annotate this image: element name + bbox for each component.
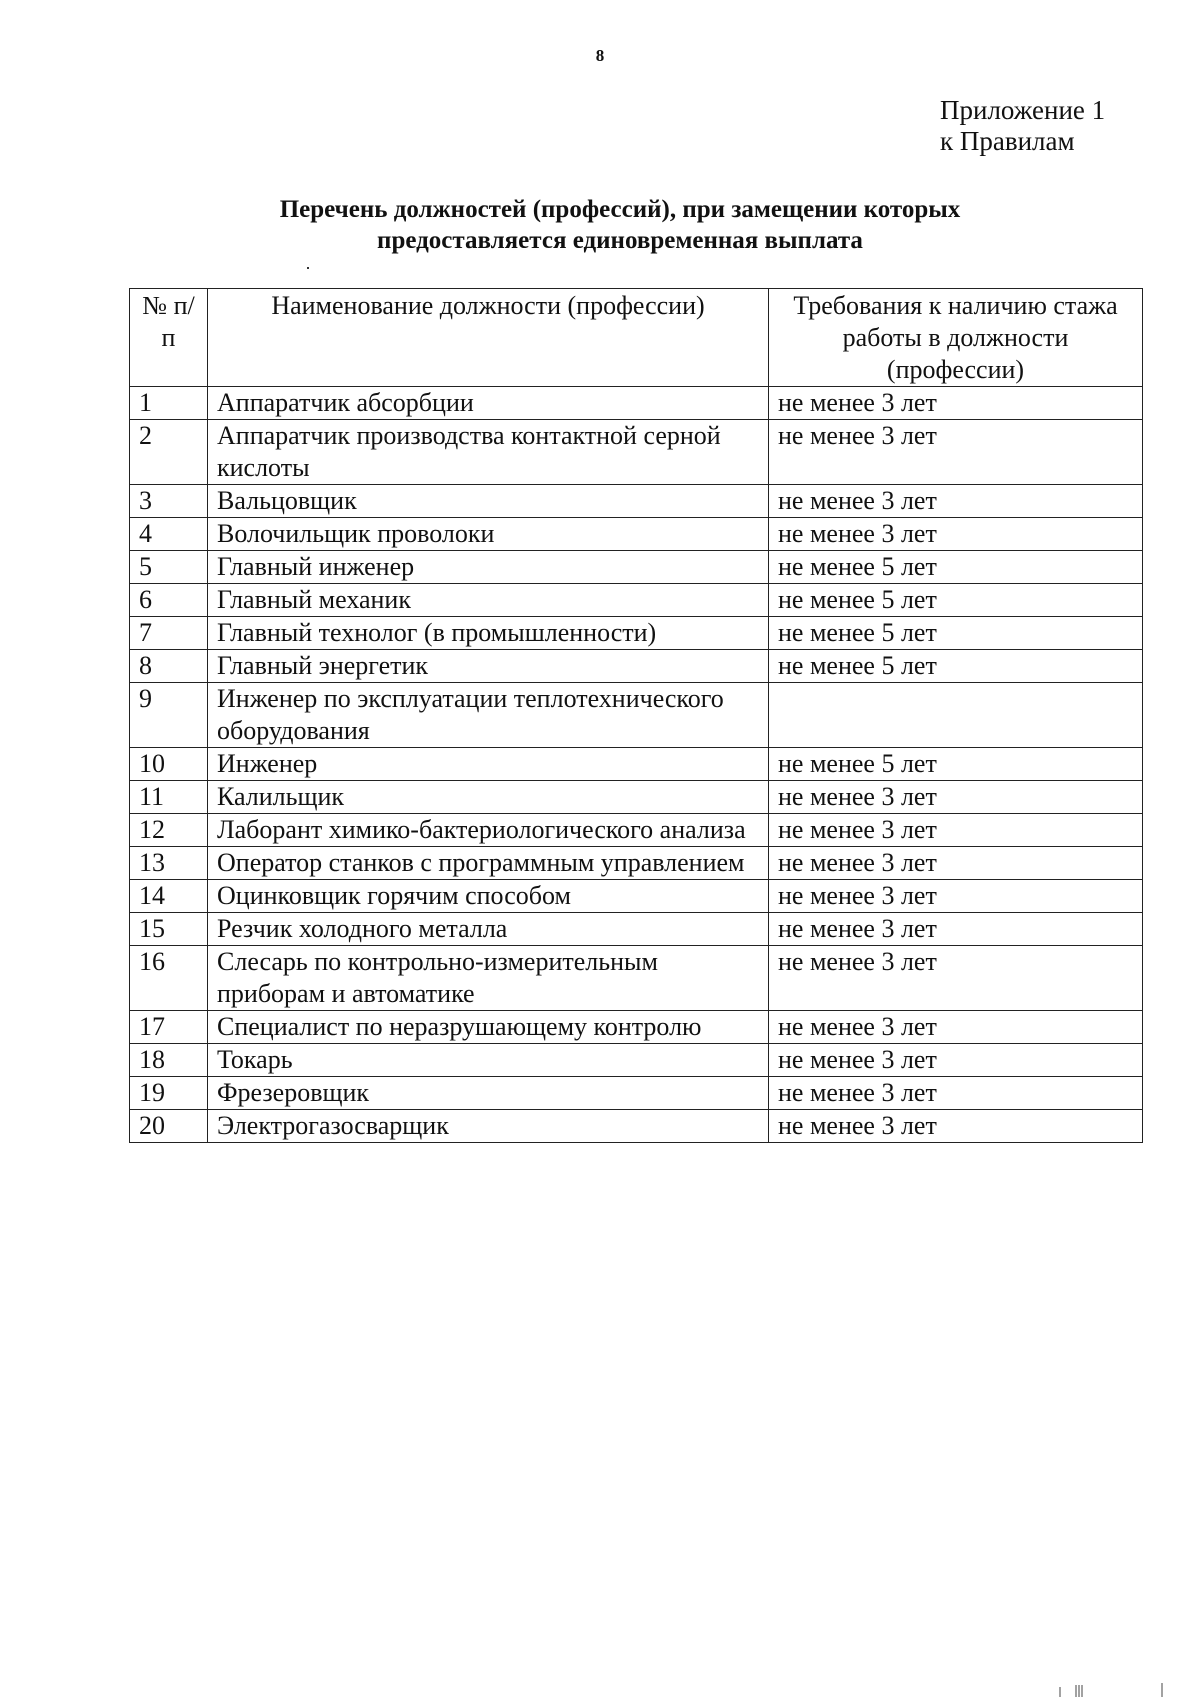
table-row: [130, 518, 1143, 551]
row-position-name: Токарь: [208, 1044, 769, 1077]
row-position-name: Инженер: [208, 748, 769, 781]
row-experience-requirement: не менее 3 лет: [769, 946, 1143, 1011]
stray-mark: [307, 267, 309, 269]
row-position-name: Электрогазосварщик: [208, 1110, 769, 1143]
appendix-label: Приложение 1: [940, 95, 1106, 125]
row-experience-requirement: не менее 3 лет: [769, 518, 1143, 551]
row-experience-requirement: не менее 3 лет: [769, 485, 1143, 518]
row-position-name: Специалист по неразрушающему контролю: [208, 1011, 769, 1044]
table-row: [130, 584, 1143, 617]
row-position-name: Оцинковщик горячим способом: [208, 880, 769, 913]
page-number: 8: [595, 46, 605, 65]
row-number: 10: [130, 748, 208, 781]
table-row: [130, 748, 1143, 781]
row-number: 20: [130, 1110, 208, 1143]
row-number: 7: [130, 617, 208, 650]
header-number: № п/п: [130, 289, 208, 387]
row-position-name: Калильщик: [208, 781, 769, 814]
row-experience-requirement: не менее 3 лет: [769, 1077, 1143, 1110]
row-position-name: Инженер по эксплуатации теплотехнического оборудования: [208, 683, 769, 748]
table-row: [130, 913, 1143, 946]
row-position-name: Главный технолог (в промышленности): [208, 617, 769, 650]
document-title-line-2: предоставляется единовременная выплата: [377, 227, 863, 254]
row-experience-requirement: не менее 3 лет: [769, 387, 1143, 420]
table-row: [130, 485, 1143, 518]
row-number: 8: [130, 650, 208, 683]
row-experience-requirement: не менее 5 лет: [769, 650, 1143, 683]
row-number: 15: [130, 913, 208, 946]
row-experience-requirement: не менее 3 лет: [769, 913, 1143, 946]
table-row: [130, 781, 1143, 814]
table-row: [130, 650, 1143, 683]
table-row: [130, 1110, 1143, 1143]
row-experience-requirement: не менее 3 лет: [769, 420, 1143, 485]
row-number: 16: [130, 946, 208, 1011]
row-experience-requirement: не менее 5 лет: [769, 551, 1143, 584]
positions-table: [129, 288, 1143, 1143]
row-experience-requirement: не менее 5 лет: [769, 584, 1143, 617]
row-number: 3: [130, 485, 208, 518]
row-number: 11: [130, 781, 208, 814]
row-experience-requirement: не менее 3 лет: [769, 847, 1143, 880]
table-row: [130, 946, 1143, 1011]
table-row: [130, 1077, 1143, 1110]
header-position-name: Наименование должности (профессии): [208, 289, 769, 387]
document-title-line-1: Перечень должностей (профессий), при замещении которых: [279, 196, 961, 223]
row-number: 12: [130, 814, 208, 847]
table-row: [130, 617, 1143, 650]
row-number: 17: [130, 1011, 208, 1044]
row-number: 2: [130, 420, 208, 485]
table-body: [130, 387, 1143, 1143]
row-number: 13: [130, 847, 208, 880]
row-experience-requirement: не менее 3 лет: [769, 1044, 1143, 1077]
row-position-name: Резчик холодного металла: [208, 913, 769, 946]
row-experience-requirement: не менее 5 лет: [769, 748, 1143, 781]
table-row: [130, 847, 1143, 880]
row-number: 14: [130, 880, 208, 913]
row-number: 19: [130, 1077, 208, 1110]
table-row: [130, 880, 1143, 913]
row-number: 5: [130, 551, 208, 584]
row-position-name: Главный инженер: [208, 551, 769, 584]
table-row: [130, 1044, 1143, 1077]
row-experience-requirement: не менее 3 лет: [769, 814, 1143, 847]
row-experience-requirement: не менее 3 лет: [769, 781, 1143, 814]
document-title: [200, 194, 1040, 256]
header-experience-requirement: Требования к наличию стажа работы в должности (профессии): [769, 289, 1143, 387]
row-position-name: Слесарь по контрольно-измерительным приборам и автоматике: [208, 946, 769, 1011]
row-position-name: Фрезеровщик: [208, 1077, 769, 1110]
row-experience-requirement: не менее 3 лет: [769, 1110, 1143, 1143]
table-row: [130, 814, 1143, 847]
row-number: 9: [130, 683, 208, 748]
table-row: [130, 683, 1143, 748]
row-number: 1: [130, 387, 208, 420]
row-position-name: Главный энергетик: [208, 650, 769, 683]
row-experience-requirement: не менее 5 лет: [769, 617, 1143, 650]
row-experience-requirement: не менее 3 лет: [769, 880, 1143, 913]
row-position-name: Волочильщик проволоки: [208, 518, 769, 551]
table-row: [130, 1011, 1143, 1044]
row-experience-requirement: [769, 683, 1143, 748]
row-experience-requirement: не менее 3 лет: [769, 1011, 1143, 1044]
row-number: 18: [130, 1044, 208, 1077]
row-position-name: Вальцовщик: [208, 485, 769, 518]
row-position-name: Аппаратчик абсорбции: [208, 387, 769, 420]
row-position-name: Оператор станков с программным управлением: [208, 847, 769, 880]
row-position-name: Главный механик: [208, 584, 769, 617]
row-number: 6: [130, 584, 208, 617]
table-row: [130, 551, 1143, 584]
table-row: [130, 420, 1143, 485]
row-number: 4: [130, 518, 208, 551]
appendix-rules-label: к Правилам: [940, 126, 1075, 156]
table-row: [130, 387, 1143, 420]
scan-edge-marks: [1050, 1683, 1170, 1697]
row-position-name: Лаборант химико-бактериологического анализа: [208, 814, 769, 847]
appendix-reference: [940, 95, 1105, 157]
table-header-row: [130, 289, 1143, 387]
row-position-name: Аппаратчик производства контактной серной кислоты: [208, 420, 769, 485]
